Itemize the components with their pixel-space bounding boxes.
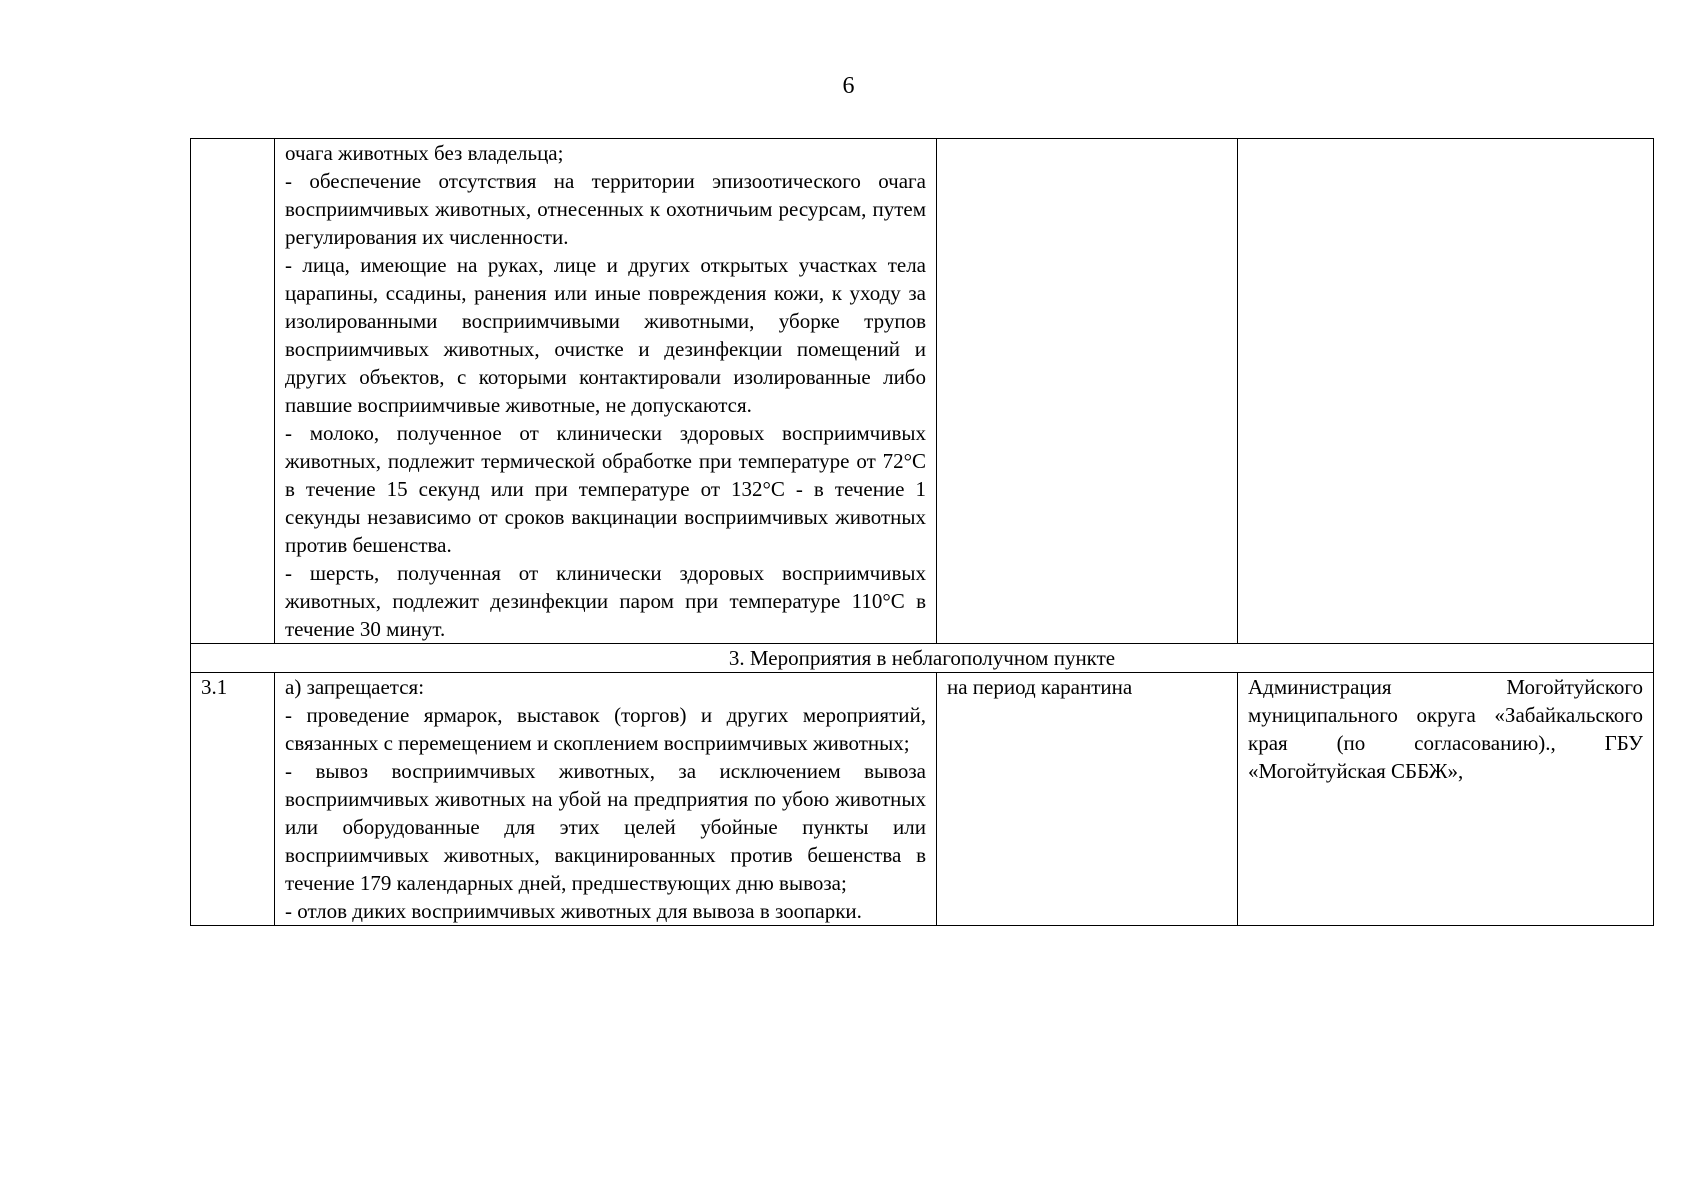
- paragraph: очага животных без владельца;: [285, 141, 564, 165]
- paragraph: - шерсть, полученная от клинически здоровых восприимчивых животных, подлежит дезинфекции паром при температуре 110°С в течение 30 минут.: [285, 561, 926, 641]
- section-header: 3. Мероприятия в неблагополучном пункте: [191, 644, 1654, 673]
- cell-term: на период карантина: [937, 673, 1238, 926]
- cell-measures-text: [275, 139, 937, 644]
- page-number: 6: [842, 73, 855, 99]
- paragraph: - молоко, полученное от клинически здоровых восприимчивых животных, подлежит термической обработке при температуре от 72°С в течение 15 секунд или при температуре от 132°С - в течение 1 секунды независимо от сроков вакцинации восприимчивых животных против бешенства.: [285, 421, 926, 557]
- paragraph: - лица, имеющие на руках, лице и других открытых участках тела царапины, ссадины, ранения или иные повреждения кожи, к уходу за изолированными восприимчивыми животными, уборке трупов восприимчивых животных, очистке и дезинфекции помещений и других объектов, с которыми контактировали изолированные либо павшие восприимчивые животные, не допускаются.: [285, 253, 926, 417]
- table-row-continuation: [191, 139, 1654, 644]
- paragraph: а) запрещается:: [285, 675, 425, 699]
- paragraph: - проведение ярмарок, выставок (торгов) и других мероприятий, связанных с перемещением и скоплением восприимчивых животных;: [285, 703, 926, 755]
- paragraph: - вывоз восприимчивых животных, за исключением вывоза восприимчивых животных на убой на предприятия по убою животных или оборудованные для этих целей убойные пункты или восприимчивых животных, вакцинированных против бешенства в течение 179 календарных дней, предшествующих дню вывоза;: [285, 759, 926, 895]
- measures-table: [190, 138, 1654, 926]
- cell-responsible: Администрация Могойтуйского муниципального округа «Забайкальского края (по согласованию)., ГБУ «Могойтуйская СББЖ»,: [1238, 673, 1654, 926]
- cell-number: 3.1: [191, 673, 275, 926]
- table-row-3-1: [191, 673, 1654, 926]
- cell-responsible-empty: [1238, 139, 1654, 644]
- paragraph: - отлов диких восприимчивых животных для вывоза в зоопарки.: [285, 899, 862, 923]
- paragraph: - обеспечение отсутствия на территории эпизоотического очага восприимчивых животных, отнесенных к охотничьим ресурсам, путем регулирования их численности.: [285, 169, 926, 249]
- cell-measures-text: [275, 673, 937, 926]
- cell-number-empty: [191, 139, 275, 644]
- table-row-section-header: [191, 644, 1654, 673]
- cell-term-empty: [937, 139, 1238, 644]
